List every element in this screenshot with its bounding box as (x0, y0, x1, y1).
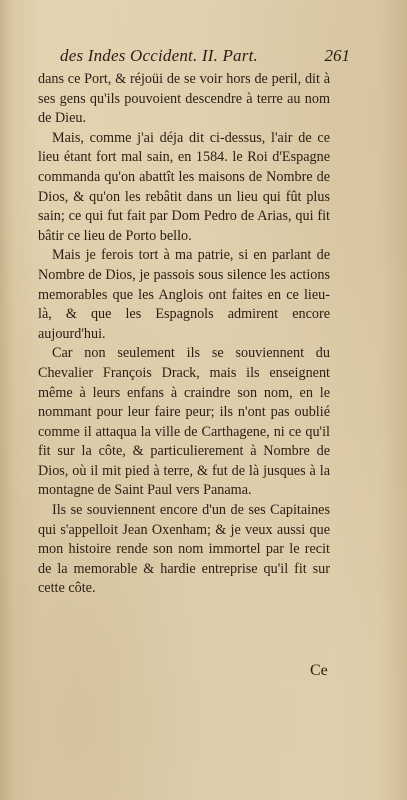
body-text (38, 70, 330, 599)
running-title: des Indes Occident. II. Part. (60, 46, 258, 65)
page-number: 261 (324, 46, 350, 65)
running-head (60, 46, 350, 68)
paragraph-4: Car non seulement ils se souviennent du Chevalier François Drack, mais ils enseignent même à leurs enfans à craindre son nom, en le nommant pour leur faire peur; ils n'ont pas oublié comme il attaqua la ville de Carthagene, ni ce qu'il fit sur la côte, & particulierement à Nombre de Dios, où il mit pied à terre, & fut de là jusques à la montagne de Saint Paul vers Panama. (38, 345, 330, 499)
paragraph-3: Mais je ferois tort à ma patrie, si en parlant de Nombre de Dios, je passois sous silence les actions memorables que les Anglois ont faites en ce lieu-là, & que les Espagnols admirent encore aujourd'hui. (38, 247, 330, 342)
paragraph-2: Mais, comme j'ai déja dit ci-dessus, l'air de ce lieu étant fort mal sain, en 1584. le Roi d'Espagne commanda qu'on abattît les maisons de Nombre de Dios, & qu'on les rebâtit dans un lieu qui fût plus sain; ce qui fut fait par Dom Pedro de Arias, qui fit bâtir ce lieu de Porto bello. (38, 129, 330, 244)
paragraph-5: Ils se souviennent encore d'un de ses Capitaines qui s'appelloit Jean Oxenham; & je veux aussi que mon histoire rende son nom immortel par le recit de la memorable & hardie entreprise qu'il fit sur cette côte. (38, 502, 330, 597)
catchword: Ce (310, 662, 328, 679)
paragraph-1: dans ce Port, & réjoüi de se voir hors de peril, dit à ses gens qu'ils pouvoient descendre à terre au nom de Dieu. (38, 71, 330, 127)
